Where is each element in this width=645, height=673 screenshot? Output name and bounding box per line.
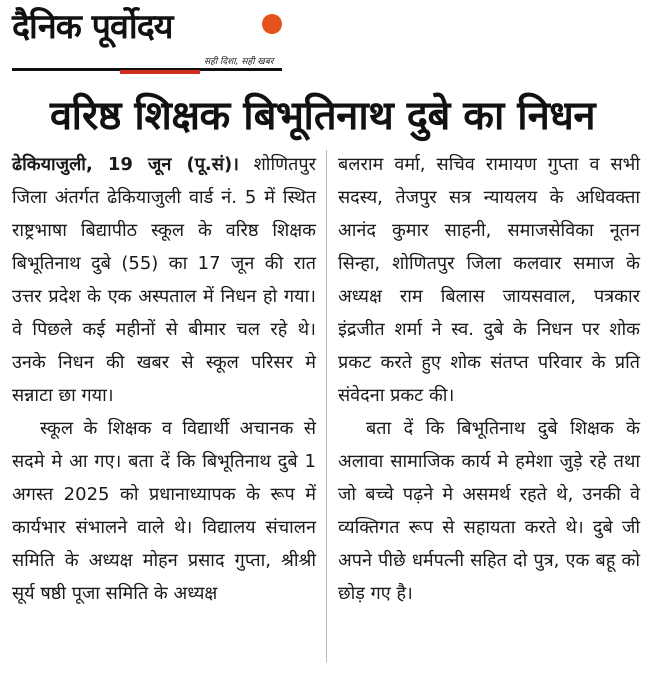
article-column-right [338, 148, 640, 610]
masthead-red-strip [120, 70, 200, 74]
column-divider [326, 150, 327, 662]
newspaper-name: दैनिक पूर्वोदय [12, 7, 173, 47]
article-column-left [12, 148, 316, 610]
article-paragraph: स्कूल के शिक्षक व विद्यार्थी अचानक से सदमे मे आ गए। बता दें कि बिभूतिनाथ दुबे 1 अगस्त 2025 को प्रधानाध्यापक के रूप में कार्यभार संभालने वाले थे। विद्यालय संचालन समिति के अध्यक्ष मोहन प्रसाद गुप्ता, श्रीश्री सूर्य षष्ठी पूजा समिति के अध्यक्ष [12, 418, 316, 604]
article-headline: वरिष्ठ शिक्षक बिभूतिनाथ दुबे का निधन [49, 93, 596, 139]
article-paragraph: बलराम वर्मा, सचिव रामायण गुप्ता व सभी सदस्य, तेजपुर सत्र न्यायलय के अधिवक्ता आनंद कुमार साहनी, समाजसेविका नूतन सिन्हा, शोणितपुर जिला कलवार समाज के अध्यक्ष राम बिलास जायसवाल, पत्रकार इंद्रजीत शर्मा ने स्व. दुबे के निधन पर शोक प्रकट करते हुए शोक संतप्त परिवार के प्रति संवेदना प्रकट की। [338, 154, 640, 406]
masthead [8, 4, 284, 72]
newspaper-tagline: सही दिशा, सही खबर [204, 57, 274, 67]
article-paragraph [12, 148, 316, 412]
paragraph-text: शोणितपुर जिला अंतर्गत ढेकियाजुली वार्ड नं. 5 में स्थित राष्ट्रभाषा बिद्यापीठ स्कूल के वरिष्ठ शिक्षक बिभूतिनाथ दुबे (55) का 17 जून की रात उत्तर प्रदेश के एक अस्पताल में निधन हो गया। वे पिछले कई महीनों से बीमार चल रहे थे। उनके निधन की खबर से स्कूल परिसर मे सन्नाटा छा गया। [12, 154, 316, 406]
sun-logo-icon [262, 14, 282, 34]
article-paragraph: बता दें कि बिभूतिनाथ दुबे शिक्षक के अलावा सामाजिक कार्य मे हमेशा जुड़े रहे तथा जो बच्चे पढ़ने मे असमर्थ रहते थे, उनकी वे व्यक्तिगत रूप से सहायता करते थे। दुबे जी अपने पीछे धर्मपत्नी सहित दो पुत्र, एक बहू को छोड़ गए है। [338, 418, 640, 604]
dateline: ढेकियाजुली, 19 जून (पू.सं)। [12, 154, 239, 175]
